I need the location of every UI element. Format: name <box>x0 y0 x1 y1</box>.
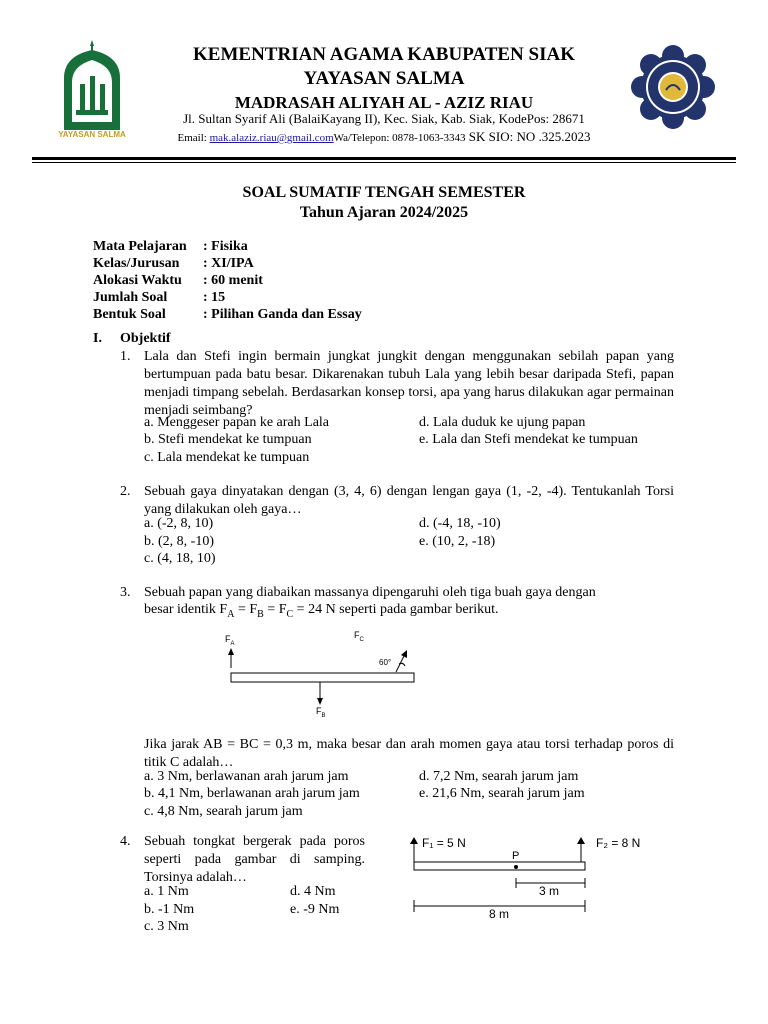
section-number: I. <box>93 331 102 346</box>
header-ministry: KEMENTRIAN AGAMA KABUPATEN SIAK <box>193 44 575 65</box>
q4-option-c: c. 3 Nm <box>144 919 189 934</box>
fc-label: $F_C$ <box>354 630 364 643</box>
logo-caption: YAYASAN SALMA <box>58 130 126 139</box>
q4-option-b: b. -1 Nm <box>144 902 195 917</box>
q1-option-b: b. Stefi mendekat ke tumpuan <box>144 432 312 447</box>
q1-option-c: c. Lala mendekat ke tumpuan <box>144 450 310 465</box>
q3-figure <box>215 628 425 723</box>
distance-3m-label: 3 m <box>539 884 560 898</box>
q4-option-d: d. 4 Nm <box>290 884 336 899</box>
phone-text: Wa/Telepon: 0878-1063-3343 <box>333 132 466 144</box>
distance-8m-label: 8 m <box>489 907 510 921</box>
q2-option-b: b. (2, 8, -10) <box>144 534 214 549</box>
header-address: Jl. Sultan Syarif Ali (BalaiKayang II), Kec. Siak, Kab. Siak, KodePos: 28671 <box>183 111 585 126</box>
f1-label: F₁ = 5 N <box>422 836 466 850</box>
q2-number: 2. <box>120 484 131 499</box>
email-label: Email: <box>177 132 210 144</box>
q3-option-e: e. 21,6 Nm, searah jarum jam <box>419 786 585 801</box>
q1-option-a: a. Menggeser papan ke arah Lala <box>144 415 330 430</box>
header-divider-thick <box>32 157 736 160</box>
q2-option-d: d. (-4, 18, -10) <box>419 516 501 531</box>
q4-number: 4. <box>120 834 131 849</box>
exam-title: SOAL SUMATIF TENGAH SEMESTER <box>242 184 526 201</box>
q1-option-e: e. Lala dan Stefi mendekat ke tumpuan <box>419 432 638 447</box>
q4-option-a: a. 1 Nm <box>144 884 189 899</box>
fb-label: $F_B$ <box>316 706 326 719</box>
email-link[interactable]: mak.alaziz.riau@gmail.com <box>209 132 334 144</box>
header-school-name: MADRASAH ALIYAH AL - AZIZ RIAU <box>234 93 534 112</box>
q4-figure <box>404 832 654 924</box>
q3-option-c: c. 4,8 Nm, searah jarum jam <box>144 804 303 819</box>
exam-year: Tahun Ajaran 2024/2025 <box>299 204 469 221</box>
q4-text: Sebuah tongkat bergerak pada poros seperti pada gambar di samping. Torsinya adalah… <box>144 834 365 885</box>
q3-text-line2: besar identik $F_A = F_B = F_C = 24$ N seperti pada gambar berikut. <box>144 602 499 620</box>
info-row: Alokasi Waktu : 60 menit <box>93 273 263 288</box>
pivot-label: P <box>512 850 520 862</box>
q4-option-e: e. -9 Nm <box>290 902 340 917</box>
q2-option-e: e. (10, 2, -18) <box>419 534 496 549</box>
exam-info <box>93 239 362 324</box>
info-row: Bentuk Soal : Pilihan Ganda dan Essay <box>93 307 362 322</box>
q3-text-line1: Sebuah papan yang diabaikan massanya dipengaruhi oleh tiga buah gaya dengan <box>144 585 596 600</box>
angle-label: 60° <box>379 658 392 667</box>
q2-text: Sebuah gaya dinyatakan dengan (3, 4, 6) dengan lengan gaya (1, -2, -4). Tentukanlah Torsi yang dilakukan oleh gaya… <box>144 484 674 517</box>
q3-option-d: d. 7,2 Nm, searah jarum jam <box>419 769 579 784</box>
header-contact <box>0 128 768 146</box>
info-row: Jumlah Soal : 15 <box>93 290 226 305</box>
q1-option-d: d. Lala duduk ke ujung papan <box>419 415 586 430</box>
q3-option-b: b. 4,1 Nm, berlawanan arah jarum jam <box>144 786 360 801</box>
header-divider-thin <box>32 162 736 163</box>
q2-option-c: c. (4, 18, 10) <box>144 551 216 566</box>
q3-question: Jika jarak AB = BC = 0,3 m, maka besar dan arah momen gaya atau torsi terhadap poros di titik C adalah… <box>144 737 674 770</box>
fa-label: $F_A$ <box>225 634 235 647</box>
info-row: Mata Pelajaran : Fisika <box>93 239 248 254</box>
f2-label: F₂ = 8 N <box>596 836 641 850</box>
q2-option-a: a. (-2, 8, 10) <box>144 516 214 531</box>
q3-number: 3. <box>120 585 131 600</box>
q1-text: Lala dan Stefi ingin bermain jungkat jungkit dengan menggunakan sebilah papan yang bertumpuan pada batu besar. Dikarenakan tubuh Lala yang lebih besar daripada Stefi, papan menjadi timpang sebelah. Berdasarkan konsep torsi, apa yang harus dilakukan agar permainan menjadi seimbang? <box>144 349 674 418</box>
q1-number: 1. <box>120 349 131 364</box>
header-foundation: YAYASAN SALMA <box>303 68 465 89</box>
section-title: Objektif <box>120 331 171 346</box>
sk-text: SK SIO: NO .325.2023 <box>465 129 591 144</box>
info-row: Kelas/Jurusan : XI/IPA <box>93 256 254 271</box>
q3-option-a: a. 3 Nm, berlawanan arah jarum jam <box>144 769 349 784</box>
